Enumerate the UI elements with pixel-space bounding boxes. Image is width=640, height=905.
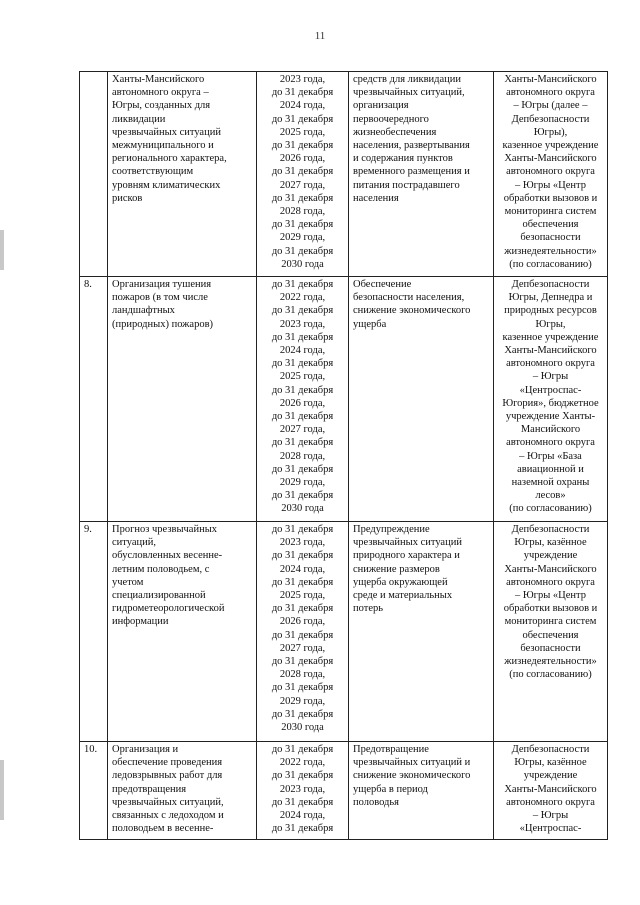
deadline-line: до 31 декабря [271, 305, 334, 317]
deadline-line: до 31 декабря [271, 140, 334, 152]
deadline-line: 2026 года, [279, 397, 326, 409]
expected-result: Предотвращение чрезвычайных ситуаций и снижение экономического ущерба в период половодья [349, 742, 494, 840]
deadline-line: до 31 декабря [271, 603, 334, 615]
table-row [80, 522, 608, 742]
measure-name: Ханты-Мансийского автономного округа – Югры, созданных для ликвидации чрезвычайных ситуаций межмуниципального и регионального характера, соответствующим уровням климатических рисков [108, 72, 257, 277]
expected-result: Обеспечение безопасности населения, снижение экономического ущерба [349, 277, 494, 522]
deadline-line: до 31 декабря [271, 437, 334, 449]
row-number: 9. [80, 522, 108, 742]
deadline-line: до 31 декабря [271, 113, 334, 125]
responsible-executor: Депбезопасности Югры, казённое учреждение Ханты-Мансийского автономного округа – Югры «Центр обработки вызовов и мониторинга систем обеспечения безопасности жизнедеятельности» (по согласованию) [494, 522, 608, 742]
deadline-line: 2024 года, [279, 100, 326, 112]
scan-edge-mark [0, 230, 4, 270]
deadline-line: до 31 декабря [271, 796, 334, 808]
deadline-line: 2026 года, [279, 153, 326, 165]
deadline-line: 2030 года [281, 503, 324, 515]
deadline-line: 2027 года, [279, 179, 326, 191]
deadline-line: до 31 декабря [271, 629, 334, 641]
deadline-line: до 31 декабря [271, 411, 334, 423]
deadline-line: до 31 декабря [271, 576, 334, 588]
deadline-line: 2030 года [281, 258, 324, 270]
deadline-line: до 31 декабря [271, 682, 334, 694]
deadline-line: до 31 декабря [271, 358, 334, 370]
deadline-line: до 31 декабря [271, 463, 334, 475]
responsible-executor: Депбезопасности Югры, казённое учреждение Ханты-Мансийского автономного округа – Югры «Центроспас- [494, 742, 608, 840]
deadline-line: 2023 года, [279, 783, 326, 795]
deadline-line: 2028 года, [279, 669, 326, 681]
deadline-line: до 31 декабря [271, 708, 334, 720]
deadline-line: 2023 года, [279, 537, 326, 549]
deadline-line: до 31 декабря [271, 245, 334, 257]
table-row [80, 277, 608, 522]
deadline-line: до 31 декабря [271, 744, 334, 755]
deadline-line: 2022 года, [279, 292, 326, 304]
deadline-line: 2030 года [281, 722, 324, 734]
deadline-line: 2023 года, [279, 74, 326, 85]
deadline-cell [257, 522, 349, 742]
deadline-line: до 31 декабря [271, 331, 334, 343]
deadline-line: 2024 года, [279, 810, 326, 822]
deadline-cell [257, 277, 349, 522]
row-number: 10. [80, 742, 108, 840]
table-row [80, 742, 608, 840]
deadline-cell [257, 742, 349, 840]
deadline-line: до 31 декабря [271, 656, 334, 668]
deadline-line: 2026 года, [279, 616, 326, 628]
responsible-executor: Ханты-Мансийского автономного округа – Югры (далее – Депбезопасности Югры), казенное учреждение Ханты-Мансийского автономного округа – Югры «Центр обработки вызовов и мониторинга систем обеспечения безопасности жизнедеятельности» (по согласованию) [494, 72, 608, 277]
measure-name: Прогноз чрезвычайных ситуаций, обусловленных весенне- летним половодьем, с учетом специализированной гидрометеорологической информации [108, 522, 257, 742]
deadline-line: 2029 года, [279, 695, 326, 707]
deadline-line: 2027 года, [279, 424, 326, 436]
measure-name: Организация и обеспечение проведения ледовзрывных работ для предотвращения чрезвычайных ситуаций, связанных с ледоходом и половодьем в весенне- [108, 742, 257, 840]
deadline-line: до 31 декабря [271, 384, 334, 396]
deadline-line: до 31 декабря [271, 87, 334, 99]
measure-name: Организация тушения пожаров (в том числе ландшафтных (природных) пожаров) [108, 277, 257, 522]
deadline-line: 2028 года, [279, 206, 326, 218]
deadline-line: до 31 декабря [271, 550, 334, 562]
page-number: 11 [314, 30, 326, 42]
responsible-executor: Депбезопасности Югры, Депнедра и природных ресурсов Югры, казенное учреждение Ханты-Мансийского автономного округа – Югры «Центроспас- Югория», бюджетное учреждение Ханты- Мансийского автономного округа – Югры «База авиационной и наземной охраны лесов» (по согласованию) [494, 277, 608, 522]
row-number [80, 72, 108, 277]
expected-result: Предупреждение чрезвычайных ситуаций природного характера и снижение размеров ущерба окружающей среде и материальных потерь [349, 522, 494, 742]
deadline-line: 2022 года, [279, 757, 326, 769]
deadline-line: до 31 декабря [271, 770, 334, 782]
deadline-line: до 31 декабря [271, 279, 334, 290]
deadline-line: 2025 года, [279, 126, 326, 138]
deadline-line: до 31 декабря [271, 823, 334, 835]
deadline-line: 2024 года, [279, 563, 326, 575]
deadline-line: 2029 года, [279, 477, 326, 489]
deadline-cell [257, 72, 349, 277]
deadline-line: 2027 года, [279, 642, 326, 654]
row-number: 8. [80, 277, 108, 522]
deadline-line: до 31 декабря [271, 166, 334, 178]
deadline-line: 2023 года, [279, 318, 326, 330]
deadline-line: до 31 декабря [271, 524, 334, 535]
scan-edge-mark [0, 760, 4, 820]
deadline-line: 2025 года, [279, 371, 326, 383]
measures-table [79, 71, 608, 840]
deadline-line: до 31 декабря [271, 192, 334, 204]
deadline-line: 2025 года, [279, 590, 326, 602]
table-row [80, 72, 608, 277]
deadline-line: до 31 декабря [271, 490, 334, 502]
deadline-line: 2028 года, [279, 450, 326, 462]
deadline-line: до 31 декабря [271, 219, 334, 231]
expected-result: средств для ликвидации чрезвычайных ситуаций, организация первоочередного жизнеобеспечения населения, развертывания и содержания пунктов временного размещения и питания пострадавшего населения [349, 72, 494, 277]
deadline-line: 2024 года, [279, 345, 326, 357]
deadline-line: 2029 года, [279, 232, 326, 244]
